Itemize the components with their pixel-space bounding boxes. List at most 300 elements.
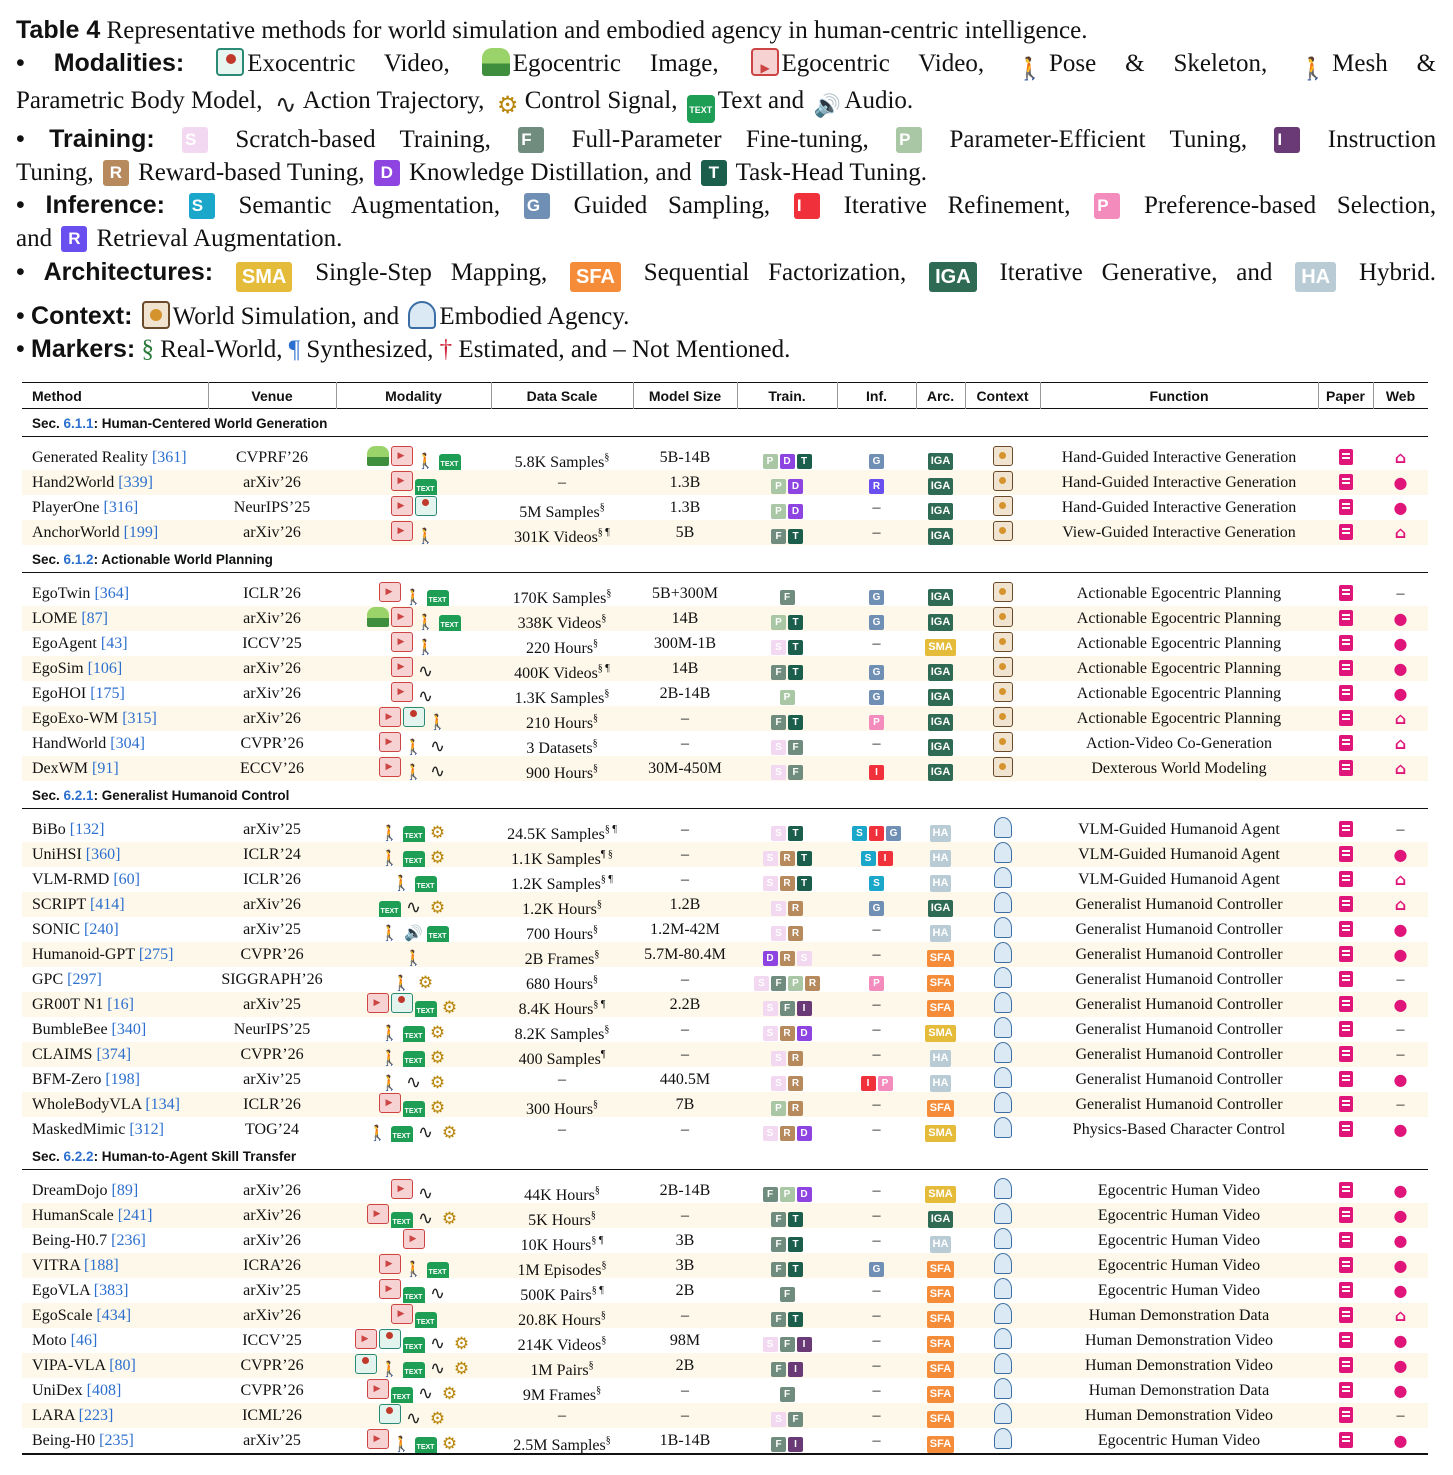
table-row [22, 1178, 1428, 1203]
paper-link-icon[interactable] [1339, 474, 1353, 490]
inference-chip-p: P [878, 1076, 893, 1091]
citation-link[interactable]: [89] [111, 1182, 139, 1199]
context-cell [965, 1378, 1040, 1403]
paper-link-icon[interactable] [1339, 585, 1353, 601]
github-icon[interactable]: ● [1393, 1256, 1408, 1275]
training-chip-d: D [780, 454, 795, 469]
inference-chip-g: G [869, 690, 884, 705]
github-icon[interactable]: ● [1393, 498, 1408, 517]
training-cell [737, 706, 837, 731]
function-cell: Human Demonstration Data [1088, 1307, 1270, 1324]
embodied-agency-icon [994, 867, 1012, 888]
architecture-cell [916, 681, 965, 706]
training-chip-f: F [780, 1387, 795, 1402]
mesh-body-icon: 🚶 [380, 849, 399, 867]
context-cell [965, 1067, 1040, 1092]
citation-link[interactable]: [80] [109, 1357, 136, 1374]
architecture-cell [916, 1378, 965, 1403]
modality-cell [336, 1067, 491, 1092]
paper-link-icon[interactable] [1339, 846, 1353, 862]
github-icon[interactable]: ● [1393, 920, 1408, 939]
paper-link-icon[interactable] [1339, 1232, 1353, 1248]
citation-link[interactable]: [312] [129, 1121, 164, 1138]
table-row [22, 1203, 1428, 1228]
paper-link-icon[interactable] [1339, 946, 1353, 962]
citation-link[interactable]: [60] [113, 871, 140, 888]
citation-link[interactable]: [87] [81, 610, 108, 627]
method-name: Being-H0.7 [32, 1232, 108, 1249]
citation-link[interactable]: [304] [110, 735, 145, 752]
github-icon[interactable]: ● [1393, 995, 1408, 1014]
header-modelsize: Model Size [648, 388, 722, 404]
web-cell [1373, 606, 1428, 631]
context-cell [965, 917, 1040, 942]
paper-link-icon[interactable] [1339, 449, 1353, 465]
citation-link[interactable]: [339] [118, 474, 153, 491]
citation-link[interactable]: [414] [89, 896, 125, 913]
section-prefix: Sec. [32, 788, 64, 803]
modality-cell [336, 1403, 491, 1428]
egocentric-video-icon [379, 732, 401, 752]
training-cell [737, 942, 837, 967]
data-source-marker: § ¶ [604, 824, 617, 835]
architecture-cell [916, 1228, 965, 1253]
inference-cell: – [872, 1121, 881, 1138]
context-cell [965, 1253, 1040, 1278]
citation-link[interactable]: [199] [123, 524, 159, 541]
architecture-cell [916, 1278, 965, 1303]
training-chip-t: T [788, 826, 803, 841]
data-source-marker: § [599, 502, 605, 513]
paper-cell [1318, 606, 1373, 631]
data-scale-value: 2.5M Samples [513, 1437, 606, 1453]
method-name: CLAIMS [32, 1046, 93, 1063]
method-name: EgoVLA [32, 1282, 90, 1299]
data-source-marker: § [593, 974, 599, 985]
training-chip-r: R [780, 951, 795, 966]
web-cell [1373, 1353, 1428, 1378]
legend-label-g: Guided Sampling, [573, 192, 791, 219]
training-chip-d: D [788, 479, 803, 494]
world-simulation-icon [993, 707, 1013, 727]
home-icon[interactable]: ⌂ [1394, 523, 1407, 542]
citation-link[interactable]: [132] [69, 821, 105, 838]
citation-link[interactable]: [91] [91, 760, 119, 777]
web-not-available: – [1396, 1096, 1405, 1113]
inference-chip-p: P [869, 976, 884, 991]
citation-link[interactable]: [240] [84, 921, 119, 938]
web-cell [1373, 992, 1428, 1017]
embodied-agency-icon [994, 817, 1012, 838]
control-signal-icon: ⚙ [453, 1334, 470, 1353]
venue-cell: arXiv’26 [243, 474, 301, 491]
github-icon[interactable]: ● [1393, 1120, 1408, 1139]
github-icon[interactable]: ● [1393, 1381, 1408, 1400]
text-icon: TEXT [403, 1337, 425, 1353]
web-cell [1373, 942, 1428, 967]
training-chip-t: T [797, 851, 812, 866]
github-icon[interactable]: ● [1393, 1431, 1408, 1450]
citation-link[interactable]: [360] [85, 846, 121, 863]
egocentric-video-icon [367, 1429, 389, 1449]
world-simulation-icon [993, 757, 1013, 777]
paper-link-icon[interactable] [1339, 1207, 1353, 1223]
inference-cell: – [872, 499, 881, 516]
paper-cell [1318, 1042, 1373, 1067]
method-name: EgoSim [32, 660, 84, 677]
paper-link-icon[interactable] [1339, 821, 1353, 837]
methods-table [22, 382, 1428, 1453]
legend-chip-iga: IGA [929, 262, 977, 292]
data-source-marker: § [593, 763, 599, 774]
paper-link-icon[interactable] [1339, 1332, 1353, 1348]
github-icon[interactable]: ● [1393, 1331, 1408, 1350]
model-size-cell: – [681, 1021, 689, 1038]
function-cell: Physics-Based Character Control [1072, 1121, 1286, 1138]
method-cell [22, 1328, 208, 1353]
method-name: LARA [32, 1407, 75, 1424]
modality-cell [336, 1353, 491, 1378]
model-size-cell: 3B [675, 1232, 695, 1249]
context-cell [965, 992, 1040, 1017]
home-icon[interactable]: ⌂ [1394, 870, 1407, 889]
legend-action-trajectory: Action Trajectory, [302, 87, 485, 114]
architecture-cell [916, 917, 965, 942]
context-cell [965, 1303, 1040, 1328]
citation-link[interactable]: [134] [145, 1096, 180, 1113]
legend-chip-sma: SMA [236, 262, 292, 292]
paper-link-icon[interactable] [1339, 1182, 1353, 1198]
paper-link-icon[interactable] [1339, 710, 1353, 726]
github-icon[interactable]: ● [1393, 1206, 1408, 1225]
inference-cell: – [872, 1207, 881, 1224]
model-size-cell: 5B [675, 524, 695, 541]
egocentric-video-icon [379, 707, 401, 727]
data-source-marker: § [596, 899, 602, 910]
architecture-chip-ha: HA [930, 925, 952, 942]
action-trajectory-icon: ∿ [405, 1072, 422, 1092]
architecture-chip-iga: IGA [928, 764, 954, 781]
paper-link-icon[interactable] [1339, 635, 1353, 651]
context-cell [965, 1017, 1040, 1042]
inference-chip-g: G [869, 615, 884, 630]
github-icon[interactable]: ● [1393, 1181, 1408, 1200]
inference-cell: – [872, 635, 881, 652]
training-cell [737, 581, 837, 606]
citation-link[interactable]: [383] [93, 1282, 129, 1299]
home-icon[interactable]: ⌂ [1394, 1306, 1407, 1325]
function-cell: Actionable Egocentric Planning [1076, 635, 1282, 652]
function-cell: Dexterous World Modeling [1091, 760, 1267, 777]
paper-cell [1318, 1178, 1373, 1203]
citation-link[interactable]: [106] [87, 660, 123, 677]
citation-link[interactable]: [315] [122, 710, 157, 727]
github-icon[interactable]: ● [1393, 473, 1408, 492]
github-icon[interactable]: ● [1393, 609, 1408, 628]
github-icon[interactable]: ● [1393, 1231, 1408, 1250]
method-cell [22, 606, 208, 631]
venue-cell: CVPR’26 [240, 735, 304, 752]
data-source-marker: § ¶ [600, 874, 613, 885]
marker-estimated-symbol: † [439, 336, 453, 363]
venue-cell: arXiv’26 [243, 610, 301, 627]
method-cell [22, 1278, 208, 1303]
web-cell [1373, 1403, 1428, 1428]
data-source-marker: ¶ § [600, 849, 613, 860]
citation-link[interactable]: [46] [70, 1332, 98, 1349]
training-heading: Training: [49, 125, 155, 153]
paper-link-icon[interactable] [1339, 1407, 1353, 1423]
github-icon[interactable]: ● [1393, 634, 1408, 653]
function-cell: Generalist Humanoid Controller [1075, 1096, 1283, 1113]
paper-link-icon[interactable] [1339, 1432, 1353, 1448]
citation-link[interactable]: [223] [78, 1407, 114, 1424]
architecture-cell [916, 706, 965, 731]
citation-link[interactable]: [188] [84, 1257, 119, 1274]
table-row [22, 756, 1428, 781]
paper-link-icon[interactable] [1339, 896, 1353, 912]
section-title: : Human-Centered World Generation [93, 416, 328, 431]
paper-link-icon[interactable] [1339, 1307, 1353, 1323]
section-ref[interactable]: 6.2.2 [63, 1149, 94, 1164]
data-scale-value: 8.2K Samples [514, 1026, 605, 1042]
method-cell [22, 445, 208, 470]
legend-chip-t: T [701, 160, 727, 186]
legend-chip-r: R [61, 226, 87, 252]
inference-cell: – [872, 996, 881, 1013]
modality-cell [336, 656, 491, 681]
control-signal-icon: ⚙ [496, 91, 519, 119]
method-cell [22, 842, 208, 867]
paper-cell [1318, 1328, 1373, 1353]
action-trajectory-icon: ∿ [429, 736, 446, 756]
citation-link[interactable]: [241] [117, 1207, 153, 1224]
paper-link-icon[interactable] [1339, 760, 1353, 776]
data-scale-value: 5M Samples [519, 504, 600, 520]
github-icon[interactable]: ● [1393, 945, 1408, 964]
web-not-available: – [1396, 1021, 1405, 1038]
paper-link-icon[interactable] [1339, 499, 1353, 515]
web-cell [1373, 631, 1428, 656]
training-chip-s: S [754, 976, 769, 991]
architecture-cell [916, 495, 965, 520]
marker-not-mentioned: Not Mentioned. [632, 336, 791, 363]
paper-cell [1318, 706, 1373, 731]
caption-title-line [16, 14, 1436, 47]
paper-link-icon[interactable] [1339, 921, 1353, 937]
citation-link[interactable]: [16] [107, 996, 134, 1013]
inference-chip-g: G [869, 454, 884, 469]
method-name: EgoScale [32, 1307, 93, 1324]
training-chip-s: S [763, 1026, 778, 1041]
data-scale-cell [491, 1328, 633, 1353]
embodied-agency-icon [994, 1042, 1012, 1063]
data-scale-cell [491, 817, 633, 842]
data-scale-value: – [558, 1407, 566, 1424]
data-scale-value: 700 Hours [525, 926, 594, 942]
architecture-chip-sma: SMA [925, 1025, 955, 1042]
table-row [22, 681, 1428, 706]
citation-link[interactable]: [297] [67, 971, 102, 988]
citation-link[interactable]: [434] [96, 1307, 132, 1324]
citation-link[interactable]: [408] [86, 1382, 122, 1399]
text-icon: TEXT [415, 479, 437, 495]
paper-link-icon[interactable] [1339, 971, 1353, 987]
github-icon[interactable]: ● [1393, 1356, 1408, 1375]
function-cell: Generalist Humanoid Controller [1075, 896, 1283, 913]
context-cell [965, 581, 1040, 606]
github-icon[interactable]: ● [1393, 845, 1408, 864]
web-not-available: – [1396, 821, 1405, 838]
table-row [22, 495, 1428, 520]
training-chip-d: D [797, 1026, 812, 1041]
paper-link-icon[interactable] [1339, 1096, 1353, 1112]
egocentric-video-icon [367, 1379, 389, 1399]
paper-cell [1318, 1117, 1373, 1142]
paper-link-icon[interactable] [1339, 996, 1353, 1012]
paper-link-icon[interactable] [1339, 1357, 1353, 1373]
home-icon[interactable]: ⌂ [1394, 734, 1407, 753]
world-simulation-icon [993, 732, 1013, 752]
architecture-chip-iga: IGA [928, 664, 954, 681]
pose-skeleton-icon: 🚶 [1016, 57, 1044, 82]
architecture-chip-sma: SMA [925, 1186, 955, 1203]
home-icon[interactable]: ⌂ [1394, 759, 1407, 778]
control-signal-icon: ⚙ [441, 1123, 458, 1142]
action-trajectory-icon: ∿ [417, 1183, 434, 1203]
architecture-cell [916, 581, 965, 606]
modality-cell [336, 1303, 491, 1328]
citation-link[interactable]: [235] [99, 1432, 134, 1449]
text-icon: TEXT [439, 454, 461, 470]
paper-link-icon[interactable] [1339, 1121, 1353, 1137]
context-cell [965, 1117, 1040, 1142]
training-tail: Tuning, [16, 159, 94, 186]
paper-link-icon[interactable] [1339, 1282, 1353, 1298]
citation-link[interactable]: [340] [111, 1021, 147, 1038]
paper-link-icon[interactable] [1339, 1046, 1353, 1062]
training-cell [737, 967, 837, 992]
paper-cell [1318, 1378, 1373, 1403]
training-cell [737, 1303, 837, 1328]
citation-link[interactable]: [364] [94, 585, 130, 602]
method-name: UniHSI [32, 846, 82, 863]
function-cell: Generalist Humanoid Controller [1075, 971, 1283, 988]
data-source-marker: § [590, 1210, 596, 1221]
paper-link-icon[interactable] [1339, 1021, 1353, 1037]
table-title: Representative methods for world simulation and embodied agency in human-centric intelligence. [106, 17, 1088, 44]
citation-link[interactable]: [374] [96, 1046, 132, 1063]
citation-link[interactable]: [198] [105, 1071, 140, 1088]
paper-cell [1318, 1353, 1373, 1378]
method-cell [22, 1092, 208, 1117]
paper-link-icon[interactable] [1339, 524, 1353, 540]
training-cell [737, 1117, 837, 1142]
training-cell [737, 445, 837, 470]
github-icon[interactable]: ● [1393, 1281, 1408, 1300]
exocentric-video-icon [415, 496, 437, 516]
web-cell [1373, 1178, 1428, 1203]
training-chip-t: T [788, 615, 803, 630]
citation-link[interactable]: [316] [103, 499, 139, 516]
table-row [22, 1067, 1428, 1092]
section-ref[interactable]: 6.1.2 [63, 552, 94, 567]
method-cell [22, 992, 208, 1017]
paper-link-icon[interactable] [1339, 1071, 1353, 1087]
architecture-chip-iga: IGA [928, 689, 954, 706]
home-icon[interactable]: ⌂ [1394, 448, 1407, 467]
architecture-cell [916, 731, 965, 756]
legend-label-f: Full-Parameter Fine-tuning, [571, 126, 894, 153]
paper-link-icon[interactable] [1339, 1257, 1353, 1273]
paper-link-icon[interactable] [1339, 685, 1353, 701]
model-size-cell: – [681, 871, 689, 888]
paper-link-icon[interactable] [1339, 660, 1353, 676]
method-name: BFM-Zero [32, 1071, 102, 1088]
method-name: DexWM [32, 760, 88, 777]
architecture-chip-sfa: SFA [927, 1386, 954, 1403]
text-icon: TEXT [427, 590, 449, 606]
function-cell: Human Demonstration Video [1084, 1332, 1274, 1349]
text-icon: TEXT [391, 1387, 413, 1403]
architecture-cell [916, 867, 965, 892]
paper-link-icon[interactable] [1339, 610, 1353, 626]
training-cell [737, 495, 837, 520]
citation-link[interactable]: [175] [90, 685, 125, 702]
architecture-legend: • Architectures: SMA Single-Step Mapping, SFA Sequential Factorization, IGA Iterative Generative, and HA Hybrid. [16, 256, 1436, 292]
function-cell: Generalist Humanoid Controller [1075, 946, 1283, 963]
data-scale-value: 1.3K Samples [514, 690, 605, 706]
citation-link[interactable]: [361] [151, 449, 187, 466]
section-ref[interactable]: 6.1.1 [63, 416, 94, 431]
data-scale-cell [491, 1042, 633, 1067]
github-icon[interactable]: ● [1393, 1070, 1408, 1089]
architecture-cell [916, 520, 965, 545]
paper-link-icon[interactable] [1339, 735, 1353, 751]
text-icon: TEXT [415, 1437, 437, 1453]
home-icon[interactable]: ⌂ [1394, 709, 1407, 728]
section-ref[interactable]: 6.2.1 [63, 788, 94, 803]
data-source-marker: § [601, 1260, 607, 1271]
table-row [22, 967, 1428, 992]
legend-chip-i: I [794, 193, 820, 219]
inference-legend: • Inference: S Semantic Augmentation, G Guided Sampling, I Iterative Refinement, P Preference-based Selection, [16, 191, 1437, 219]
mesh-body-icon: 🚶 [404, 949, 423, 967]
legend-text: Text and [717, 87, 805, 114]
paper-cell [1318, 1253, 1373, 1278]
modality-cell [336, 756, 491, 781]
github-icon[interactable]: ● [1393, 659, 1408, 678]
home-icon[interactable]: ⌂ [1394, 895, 1407, 914]
venue-cell: arXiv’26 [243, 1182, 301, 1199]
citation-link[interactable]: [236] [111, 1232, 146, 1249]
context-cell [965, 1092, 1040, 1117]
marker-real-world: Real-World, [160, 336, 283, 363]
venue-cell: CVPRF’26 [235, 449, 309, 466]
citation-link[interactable]: [43] [100, 635, 128, 652]
context-cell [965, 1203, 1040, 1228]
github-icon[interactable]: ● [1393, 684, 1408, 703]
action-trajectory-icon: ∿ [417, 686, 434, 706]
paper-link-icon[interactable] [1339, 1382, 1353, 1398]
method-name: PlayerOne [32, 499, 100, 516]
embodied-agency-icon [994, 1017, 1012, 1038]
citation-link[interactable]: [275] [138, 946, 174, 963]
table-row [22, 656, 1428, 681]
inference-chip-g: G [869, 590, 884, 605]
paper-link-icon[interactable] [1339, 871, 1353, 887]
mesh-body-icon: 🚶 [404, 738, 423, 756]
